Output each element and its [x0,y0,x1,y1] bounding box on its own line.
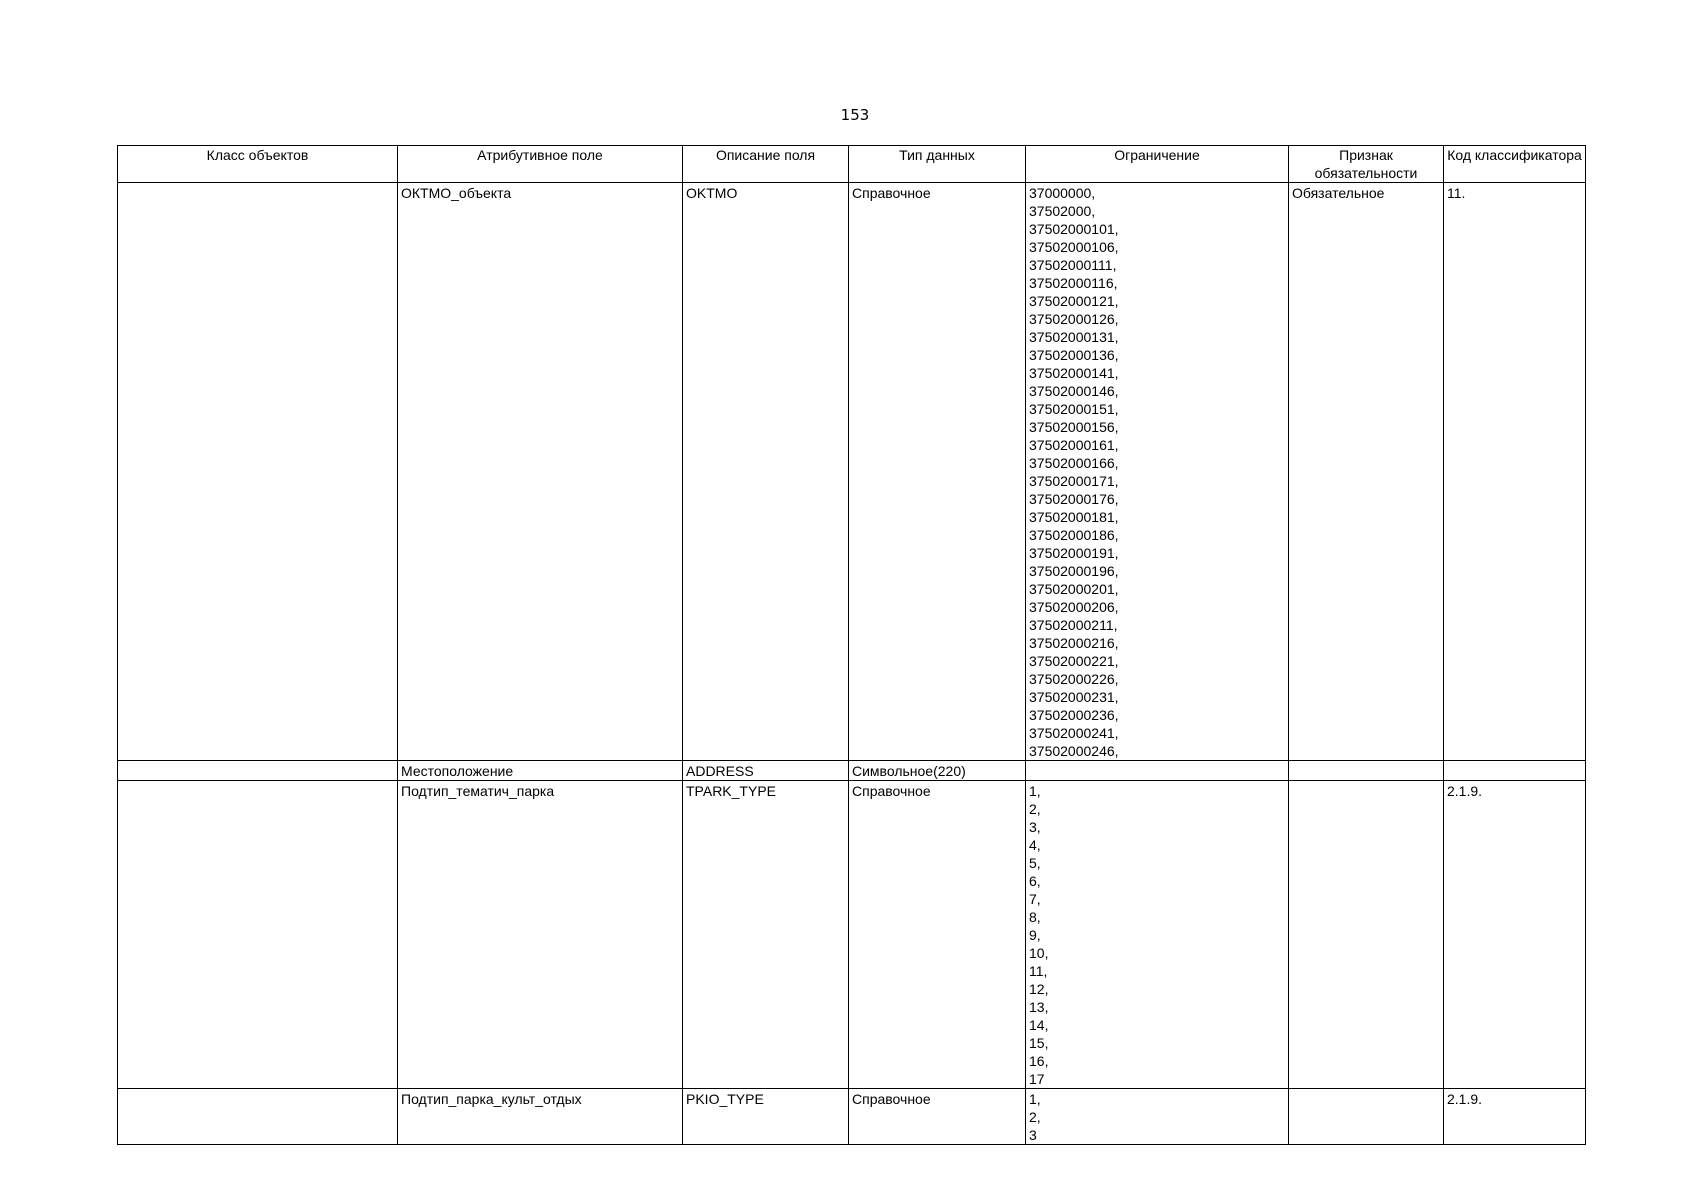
constraint-value: 37502000176, [1029,491,1119,507]
table-row [118,761,1586,781]
constraint-value: 37502000221, [1029,653,1119,669]
cell-data-type: Справочное [849,781,1026,1089]
cell-required-flag [1289,1089,1444,1145]
cell-field-description: ADDRESS [683,761,849,781]
constraint-value: 3, [1029,819,1041,835]
cell-field-description: TPARK_TYPE [683,781,849,1089]
constraint-value: 37502000216, [1029,635,1119,651]
column-header-required-flag: Признак обязательности [1289,146,1444,183]
constraint-value: 37502000181, [1029,509,1119,525]
cell-required-flag: Обязательное [1289,183,1444,761]
cell-classifier-code: 11. [1444,183,1586,761]
constraint-value: 9, [1029,927,1041,943]
attribute-table [117,145,1586,1145]
constraint-value: 37502000161, [1029,437,1119,453]
cell-class [118,1089,398,1145]
cell-required-flag [1289,781,1444,1089]
cell-field-description: OKTMO [683,183,849,761]
constraint-value: 37502000131, [1029,329,1119,345]
constraint-value: 37502000186, [1029,527,1119,543]
constraint-value: 37502000116, [1029,275,1118,291]
cell-required-flag [1289,761,1444,781]
constraint-value: 16, [1029,1053,1049,1069]
cell-data-type: Справочное [849,183,1026,761]
constraint-value: 37502000201, [1029,581,1119,597]
constraint-value: 15, [1029,1035,1049,1051]
constraint-value: 37000000, [1029,185,1096,201]
cell-attribute-field: Местоположение [398,761,683,781]
cell-classifier-code [1444,761,1586,781]
constraint-value: 37502000126, [1029,311,1119,327]
page-number: 153 [840,106,870,124]
constraint-value: 3 [1029,1127,1037,1143]
constraint-value: 10, [1029,945,1049,961]
constraint-value: 37502000146, [1029,383,1119,399]
constraint-value: 37502000231, [1029,689,1119,705]
cell-classifier-code: 2.1.9. [1444,1089,1586,1145]
constraint-value: 1, [1029,783,1041,799]
cell-class [118,761,398,781]
constraint-value: 8, [1029,909,1041,925]
constraint-value: 17 [1029,1071,1045,1087]
cell-constraint [1026,781,1289,1089]
cell-constraint [1026,1089,1289,1145]
constraint-value: 37502000156, [1029,419,1119,435]
constraint-value: 11, [1029,963,1048,979]
cell-classifier-code: 2.1.9. [1444,781,1586,1089]
cell-attribute-field: ОКТМО_объекта [398,183,683,761]
constraint-value: 14, [1029,1017,1049,1033]
constraint-value: 37502000191, [1029,545,1119,561]
column-header-constraint: Ограничение [1026,146,1289,183]
constraint-value: 37502000141, [1029,365,1119,381]
cell-attribute-field: Подтип_парка_культ_отдых [398,1089,683,1145]
table-header-row [118,146,1586,183]
constraint-value: 37502000211, [1029,617,1118,633]
table-row [118,781,1586,1089]
constraint-value: 1, [1029,1091,1041,1107]
constraint-value: 37502000101, [1029,221,1119,237]
column-header-data-type: Тип данных [849,146,1026,183]
constraint-value: 37502000171, [1029,473,1119,489]
constraint-value: 2, [1029,1109,1041,1125]
constraint-value: 37502000136, [1029,347,1119,363]
constraint-value: 6, [1029,873,1041,889]
constraint-value: 37502000111, [1029,257,1117,273]
constraint-value: 37502000236, [1029,707,1119,723]
cell-constraint [1026,183,1289,761]
column-header-attribute-field: Атрибутивное поле [398,146,683,183]
cell-constraint [1026,761,1289,781]
constraint-value: 37502000241, [1029,725,1119,741]
constraint-value: 37502000106, [1029,239,1119,255]
cell-attribute-field: Подтип_тематич_парка [398,781,683,1089]
constraint-value: 5, [1029,855,1041,871]
constraint-value: 37502000196, [1029,563,1119,579]
constraint-value: 13, [1029,999,1049,1015]
constraint-value: 37502000246, [1029,743,1119,759]
column-header-classifier-code: Код классификатора [1444,146,1586,183]
cell-data-type: Символьное(220) [849,761,1026,781]
table-row [118,183,1586,761]
column-header-field-description: Описание поля [683,146,849,183]
constraint-value: 37502000, [1029,203,1096,219]
constraint-value: 4, [1029,837,1041,853]
constraint-value: 37502000121, [1029,293,1119,309]
table-row [118,1089,1586,1145]
constraint-value: 37502000226, [1029,671,1119,687]
cell-class [118,183,398,761]
constraint-value: 2, [1029,801,1041,817]
constraint-value: 37502000166, [1029,455,1119,471]
column-header-class: Класс объектов [118,146,398,183]
constraint-value: 7, [1029,891,1041,907]
constraint-value: 37502000151, [1029,401,1119,417]
cell-data-type: Справочное [849,1089,1026,1145]
constraint-value: 37502000206, [1029,599,1119,615]
cell-field-description: PKIO_TYPE [683,1089,849,1145]
cell-class [118,781,398,1089]
constraint-value: 12, [1029,981,1049,997]
